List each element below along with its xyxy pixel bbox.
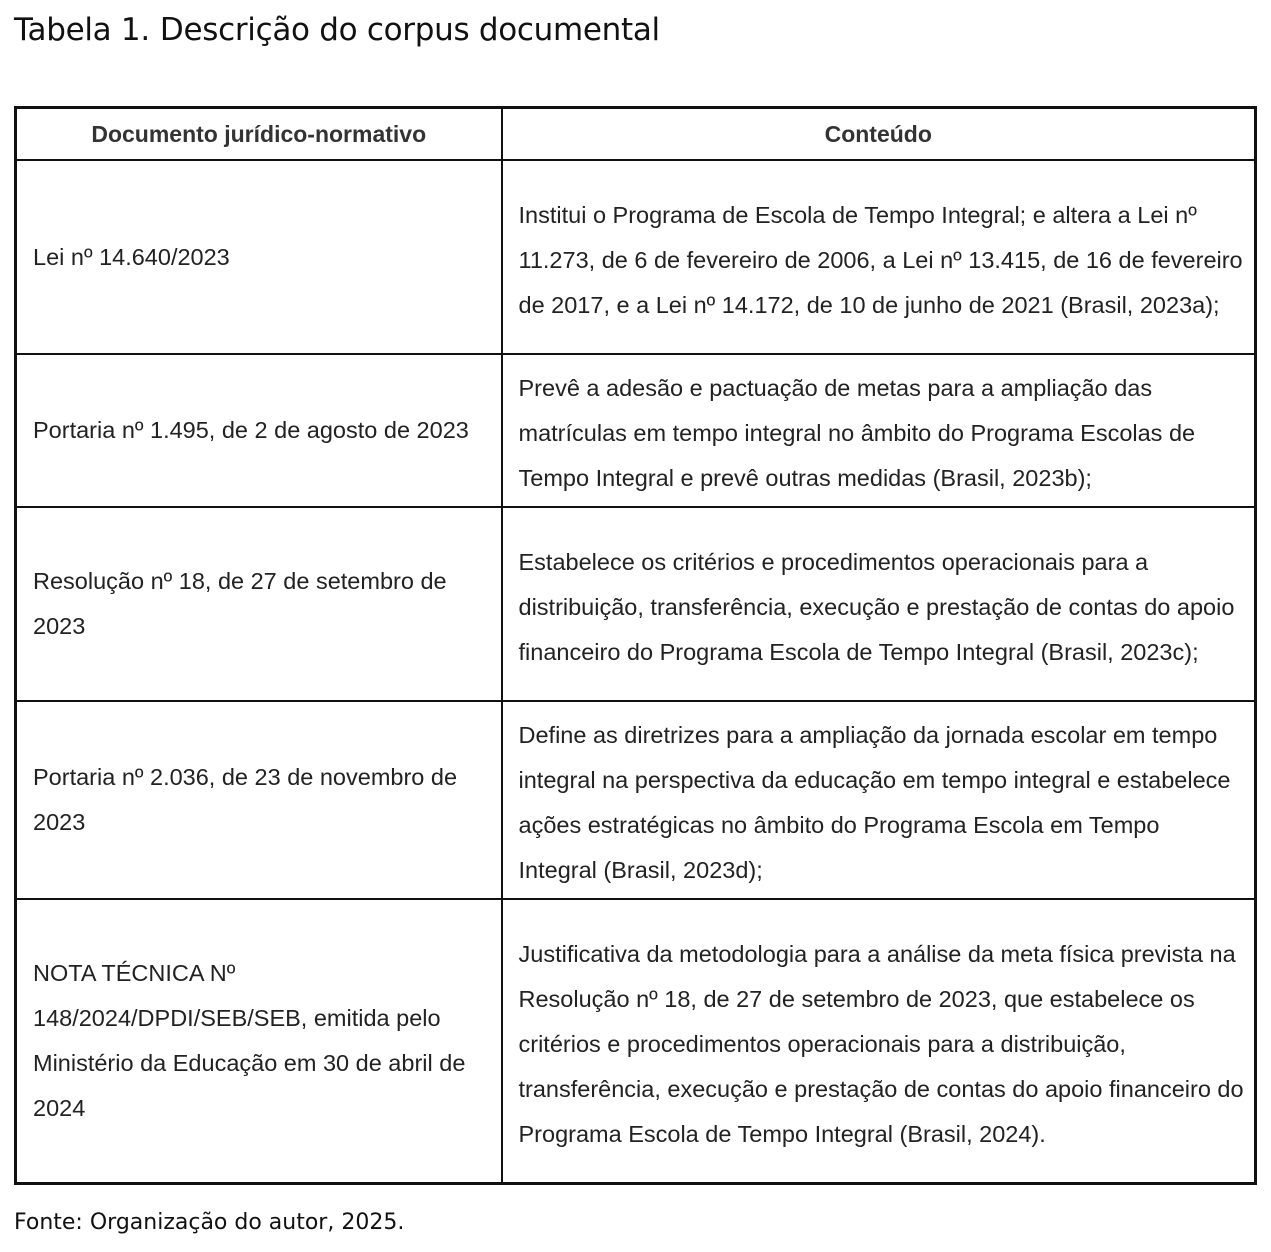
cell-conteudo: Estabelece os critérios e procedimentos operacionais para a distribuição, transferência, execução e prestação de contas do apoio financeiro do Programa Escola de Tempo Integral (Brasil, 2023c); bbox=[502, 507, 1256, 701]
table-header-row bbox=[16, 108, 1256, 161]
cell-documento: Portaria nº 1.495, de 2 de agosto de 2023 bbox=[16, 354, 502, 507]
table-row bbox=[16, 701, 1256, 899]
cell-conteudo: Institui o Programa de Escola de Tempo Integral; e altera a Lei nº 11.273, de 6 de fevereiro de 2006, a Lei nº 13.415, de 16 de fevereiro de 2017, e a Lei nº 14.172, de 10 de junho de 2021 (Brasil, 2023a); bbox=[502, 160, 1256, 354]
cell-conteudo: Justificativa da metodologia para a análise da meta física prevista na Resolução nº 18, de 27 de setembro de 2023, que estabelece os critérios e procedimentos operacionais para a distribuição, transferência, execução e prestação de contas do apoio financeiro do Programa Escola de Tempo Integral (Brasil, 2024). bbox=[502, 899, 1256, 1184]
table-source-note: Fonte: Organização do autor, 2025. bbox=[14, 1210, 405, 1235]
cell-conteudo: Define as diretrizes para a ampliação da jornada escolar em tempo integral na perspectiva da educação em tempo integral e estabelece ações estratégicas no âmbito do Programa Escola em Tempo Integral (Brasil, 2023d); bbox=[502, 701, 1256, 899]
column-header-conteudo: Conteúdo bbox=[502, 108, 1256, 161]
cell-documento: Resolução nº 18, de 27 de setembro de 2023 bbox=[16, 507, 502, 701]
table-row bbox=[16, 354, 1256, 507]
table-row bbox=[16, 899, 1256, 1184]
cell-documento: NOTA TÉCNICA Nº 148/2024/DPDI/SEB/SEB, emitida pelo Ministério da Educação em 30 de abril de 2024 bbox=[16, 899, 502, 1184]
corpus-table bbox=[14, 106, 1257, 1185]
table-row bbox=[16, 507, 1256, 701]
cell-conteudo: Prevê a adesão e pactuação de metas para a ampliação das matrículas em tempo integral no âmbito do Programa Escolas de Tempo Integral e prevê outras medidas (Brasil, 2023b); bbox=[502, 354, 1256, 507]
table-title: Descrição do corpus documental bbox=[159, 12, 660, 48]
table-row bbox=[16, 160, 1256, 354]
cell-documento: Lei nº 14.640/2023 bbox=[16, 160, 502, 354]
table-caption bbox=[14, 12, 660, 48]
column-header-documento: Documento jurídico-normativo bbox=[16, 108, 502, 161]
table-number: Tabela 1. bbox=[14, 12, 150, 48]
cell-documento: Portaria nº 2.036, de 23 de novembro de 2023 bbox=[16, 701, 502, 899]
